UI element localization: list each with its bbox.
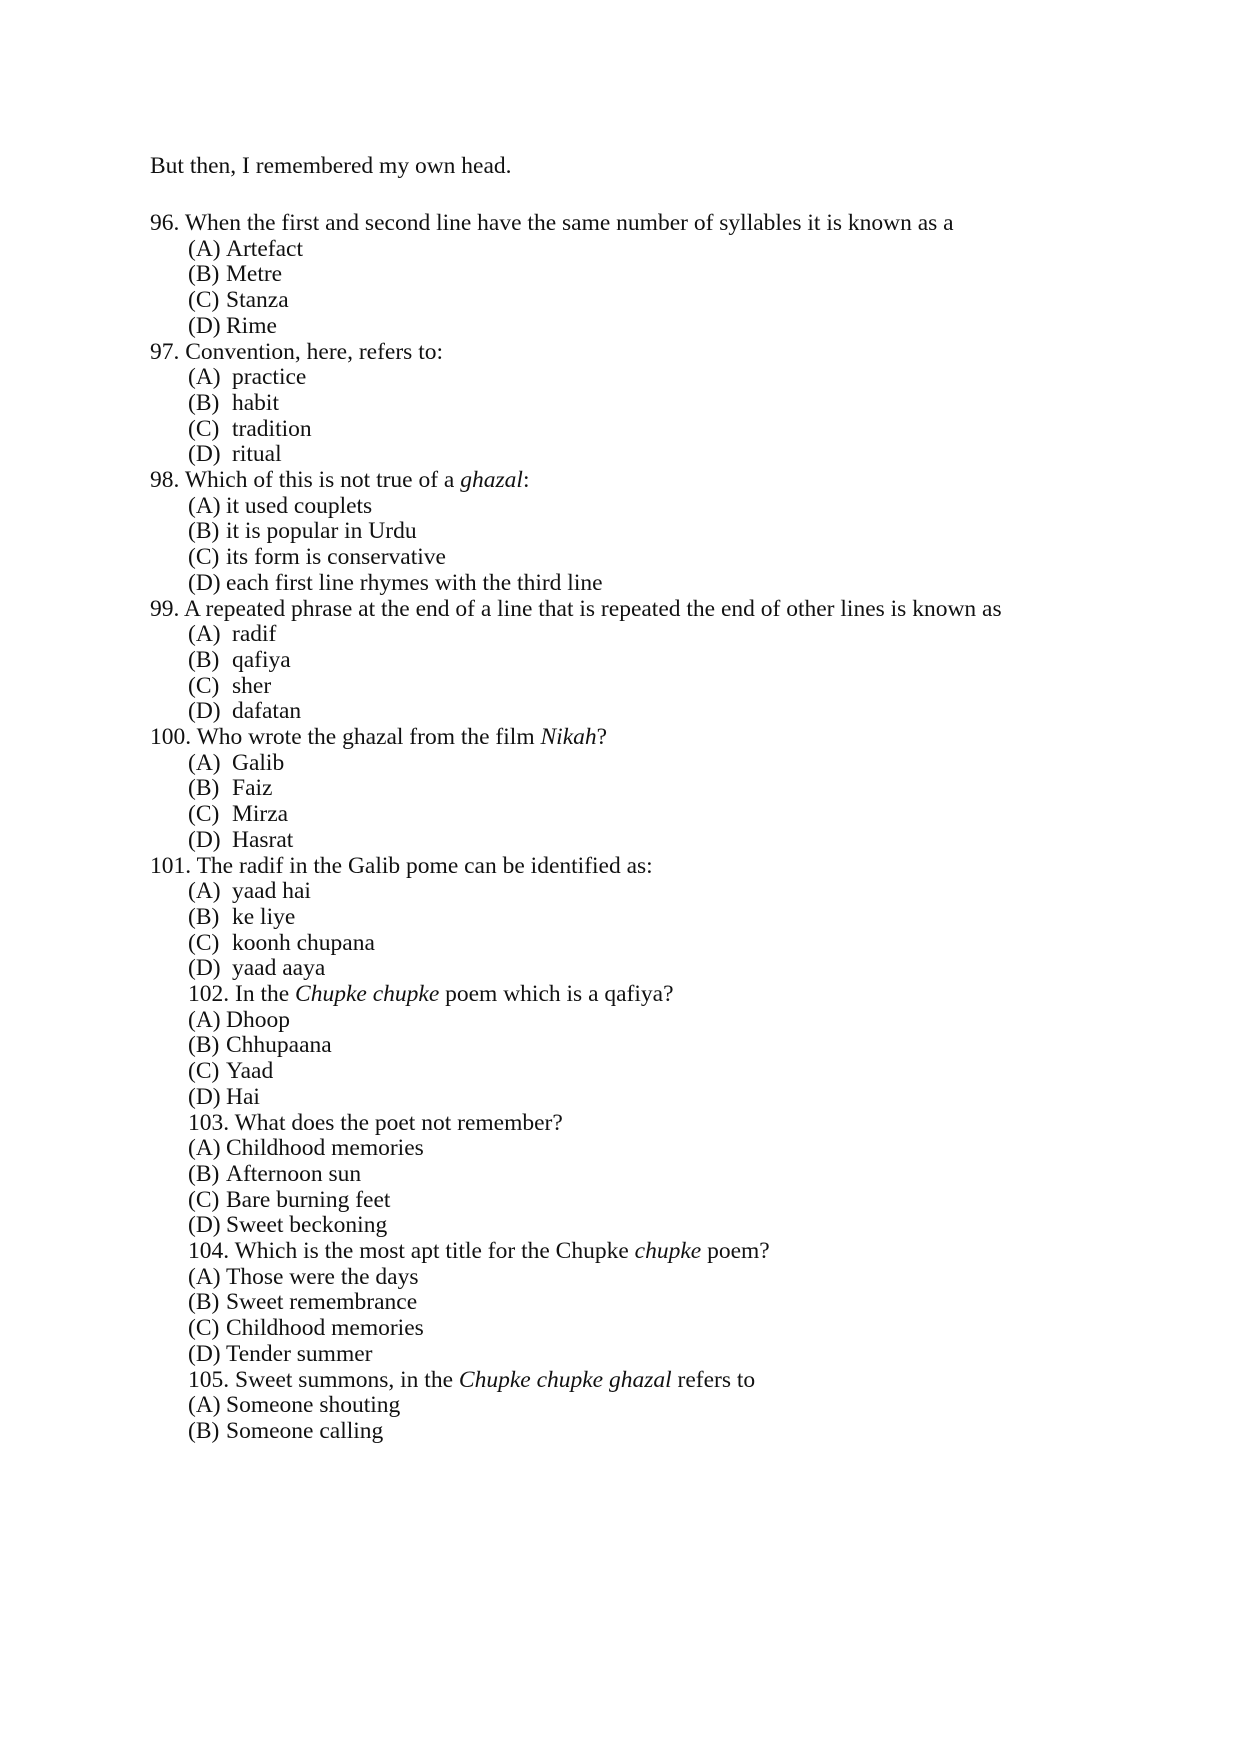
question-98 bbox=[150, 466, 529, 494]
option-label: (B) bbox=[188, 1417, 220, 1444]
question-text: : bbox=[522, 467, 530, 493]
option-label: (B) bbox=[188, 518, 220, 545]
option-99-c bbox=[188, 672, 271, 700]
option-98-d bbox=[188, 569, 603, 597]
option-label: (C) bbox=[188, 801, 220, 828]
question-100 bbox=[150, 723, 607, 751]
option-text: its form is conservative bbox=[226, 544, 446, 571]
option-label: (B) bbox=[188, 389, 220, 416]
option-label: (D) bbox=[188, 826, 221, 853]
option-104-c bbox=[188, 1314, 424, 1342]
question-text: poem? bbox=[701, 1238, 770, 1264]
option-text: Someone shouting bbox=[226, 1392, 401, 1419]
question-104 bbox=[188, 1237, 770, 1265]
option-text: Childhood memories bbox=[226, 1315, 424, 1342]
option-101-b bbox=[188, 903, 295, 931]
option-104-d bbox=[188, 1340, 373, 1368]
option-text: yaad hai bbox=[232, 878, 311, 905]
option-96-d bbox=[188, 312, 277, 340]
option-97-d bbox=[188, 440, 282, 468]
option-text: Tender summer bbox=[226, 1340, 373, 1367]
question-number: 96. bbox=[150, 210, 185, 236]
question-text-italic: Chupke chupke ghazal bbox=[458, 1366, 672, 1393]
option-97-a bbox=[188, 363, 306, 391]
option-label: (D) bbox=[188, 569, 221, 596]
question-text: Which is the most apt title for the Chupke bbox=[234, 1238, 635, 1264]
option-101-c bbox=[188, 929, 375, 957]
question-number: 103. bbox=[188, 1109, 235, 1136]
option-104-b bbox=[188, 1288, 417, 1316]
option-label: (A) bbox=[188, 1135, 221, 1162]
option-text: Sweet remembrance bbox=[226, 1289, 418, 1316]
option-text: Artefact bbox=[226, 235, 303, 262]
question-text-italic: Nikah bbox=[540, 724, 597, 750]
option-label: (B) bbox=[188, 1032, 220, 1059]
question-text: Convention, here, refers to: bbox=[185, 338, 444, 365]
option-text: ke liye bbox=[232, 903, 296, 930]
option-105-a bbox=[188, 1391, 400, 1419]
question-text: ? bbox=[596, 724, 608, 750]
option-text: practice bbox=[232, 364, 307, 391]
question-text: Sweet summons, in the bbox=[235, 1366, 459, 1393]
question-96 bbox=[150, 209, 954, 237]
option-text: habit bbox=[232, 389, 279, 416]
option-text: yaad aaya bbox=[232, 955, 326, 982]
option-105-b bbox=[188, 1417, 383, 1445]
question-text: In the bbox=[235, 981, 296, 1007]
option-label: (D) bbox=[188, 698, 221, 725]
option-label: (B) bbox=[188, 903, 220, 930]
option-label: (A) bbox=[188, 621, 221, 648]
question-number: 105. bbox=[188, 1366, 235, 1393]
option-102-b bbox=[188, 1031, 332, 1059]
option-label: (B) bbox=[188, 775, 220, 802]
option-label: (D) bbox=[188, 312, 221, 339]
option-99-b bbox=[188, 646, 291, 674]
option-label: (A) bbox=[188, 492, 221, 519]
option-label: (C) bbox=[188, 287, 220, 314]
option-label: (D) bbox=[188, 1212, 221, 1239]
question-text: A repeated phrase at the end of a line that is repeated the end of other lines is known as bbox=[183, 595, 1002, 622]
option-label: (D) bbox=[188, 955, 221, 982]
option-label: (C) bbox=[188, 415, 220, 442]
option-text: Bare burning feet bbox=[226, 1186, 391, 1213]
option-text: Hai bbox=[226, 1083, 260, 1110]
question-number: 102. bbox=[188, 981, 235, 1007]
option-text: tradition bbox=[232, 415, 312, 442]
option-text: Childhood memories bbox=[226, 1135, 424, 1162]
question-text: The radif in the Galib pome can be identified as: bbox=[196, 852, 653, 879]
option-103-a bbox=[188, 1134, 424, 1162]
option-text: Someone calling bbox=[226, 1417, 384, 1444]
option-label: (B) bbox=[188, 1289, 220, 1316]
option-96-c bbox=[188, 286, 289, 314]
option-99-a bbox=[188, 620, 276, 648]
option-label: (B) bbox=[188, 646, 220, 673]
option-label: (A) bbox=[188, 1392, 221, 1419]
option-label: (D) bbox=[188, 441, 221, 468]
question-text: Which of this is not true of a bbox=[184, 467, 461, 493]
option-text: Galib bbox=[232, 749, 285, 776]
option-label: (A) bbox=[188, 749, 221, 776]
question-number: 97. bbox=[150, 338, 186, 365]
option-98-b bbox=[188, 517, 417, 545]
option-text: Yaad bbox=[226, 1058, 274, 1085]
option-label: (A) bbox=[188, 364, 221, 391]
option-text: Dhoop bbox=[226, 1006, 290, 1033]
option-text: radif bbox=[232, 621, 277, 648]
option-102-d bbox=[188, 1083, 260, 1111]
option-text: Rime bbox=[226, 312, 277, 339]
option-text: Metre bbox=[226, 261, 283, 288]
question-text-italic: chupke bbox=[634, 1238, 702, 1264]
option-label: (A) bbox=[188, 1006, 221, 1033]
option-label: (C) bbox=[188, 1058, 220, 1085]
question-103 bbox=[188, 1109, 563, 1137]
option-100-d bbox=[188, 826, 293, 854]
option-text: Sweet beckoning bbox=[226, 1212, 388, 1239]
question-text: Who wrote the ghazal from the film bbox=[196, 724, 541, 750]
option-103-b bbox=[188, 1160, 361, 1188]
option-text: Chhupaana bbox=[226, 1032, 332, 1059]
option-label: (A) bbox=[188, 878, 221, 905]
option-96-b bbox=[188, 260, 282, 288]
option-label: (C) bbox=[188, 1186, 220, 1213]
option-label: (A) bbox=[188, 235, 221, 262]
option-label: (C) bbox=[188, 544, 220, 571]
option-text: Faiz bbox=[232, 775, 273, 802]
option-100-a bbox=[188, 749, 284, 777]
option-96-a bbox=[188, 235, 303, 263]
intro-line: But then, I remembered my own head. bbox=[150, 153, 512, 179]
option-label: (C) bbox=[188, 672, 220, 699]
option-text: Stanza bbox=[226, 287, 289, 314]
option-text: qafiya bbox=[232, 646, 291, 673]
option-97-c bbox=[188, 415, 312, 443]
option-101-a bbox=[188, 877, 311, 905]
option-text: Afternoon sun bbox=[226, 1160, 362, 1187]
option-text: Those were the days bbox=[226, 1263, 419, 1290]
question-105 bbox=[188, 1366, 755, 1394]
option-103-d bbox=[188, 1211, 387, 1239]
option-label: (C) bbox=[188, 929, 220, 956]
question-text: poem which is a qafiya? bbox=[439, 981, 674, 1007]
question-97 bbox=[150, 338, 443, 366]
option-text: it is popular in Urdu bbox=[226, 518, 417, 545]
question-99 bbox=[150, 595, 1002, 623]
option-label: (D) bbox=[188, 1340, 221, 1367]
option-98-c bbox=[188, 543, 446, 571]
option-label: (C) bbox=[188, 1315, 220, 1342]
option-100-b bbox=[188, 774, 272, 802]
option-text: Hasrat bbox=[232, 826, 294, 853]
option-text: sher bbox=[232, 672, 272, 699]
question-text-italic: Chupke chupke bbox=[295, 981, 440, 1007]
question-number: 101. bbox=[150, 852, 197, 879]
option-text: it used couplets bbox=[226, 492, 373, 519]
option-100-c bbox=[188, 800, 288, 828]
option-label: (B) bbox=[188, 261, 220, 288]
question-number: 104. bbox=[188, 1238, 235, 1264]
option-98-a bbox=[188, 492, 372, 520]
option-text: koonh chupana bbox=[232, 929, 375, 956]
question-number: 99. bbox=[150, 595, 184, 622]
question-text: refers to bbox=[671, 1366, 756, 1393]
option-text: dafatan bbox=[232, 698, 302, 725]
question-text-italic: ghazal bbox=[460, 467, 523, 493]
option-102-c bbox=[188, 1057, 273, 1085]
option-label: (B) bbox=[188, 1160, 220, 1187]
option-101-d bbox=[188, 954, 325, 982]
question-102 bbox=[188, 980, 674, 1008]
option-97-b bbox=[188, 389, 279, 417]
option-text: each first line rhymes with the third line bbox=[226, 569, 603, 596]
question-number: 98. bbox=[150, 467, 185, 493]
option-label: (A) bbox=[188, 1263, 221, 1290]
option-99-d bbox=[188, 697, 301, 725]
option-102-a bbox=[188, 1006, 290, 1034]
question-text: When the first and second line have the same number of syllables it is known as a bbox=[184, 210, 954, 236]
option-text: Mirza bbox=[232, 801, 289, 828]
option-text: ritual bbox=[232, 441, 282, 468]
question-text: What does the poet not remember? bbox=[234, 1109, 563, 1136]
option-104-a bbox=[188, 1263, 419, 1291]
question-number: 100. bbox=[150, 724, 197, 750]
question-101 bbox=[150, 852, 653, 880]
option-label: (D) bbox=[188, 1083, 221, 1110]
option-103-c bbox=[188, 1186, 390, 1214]
